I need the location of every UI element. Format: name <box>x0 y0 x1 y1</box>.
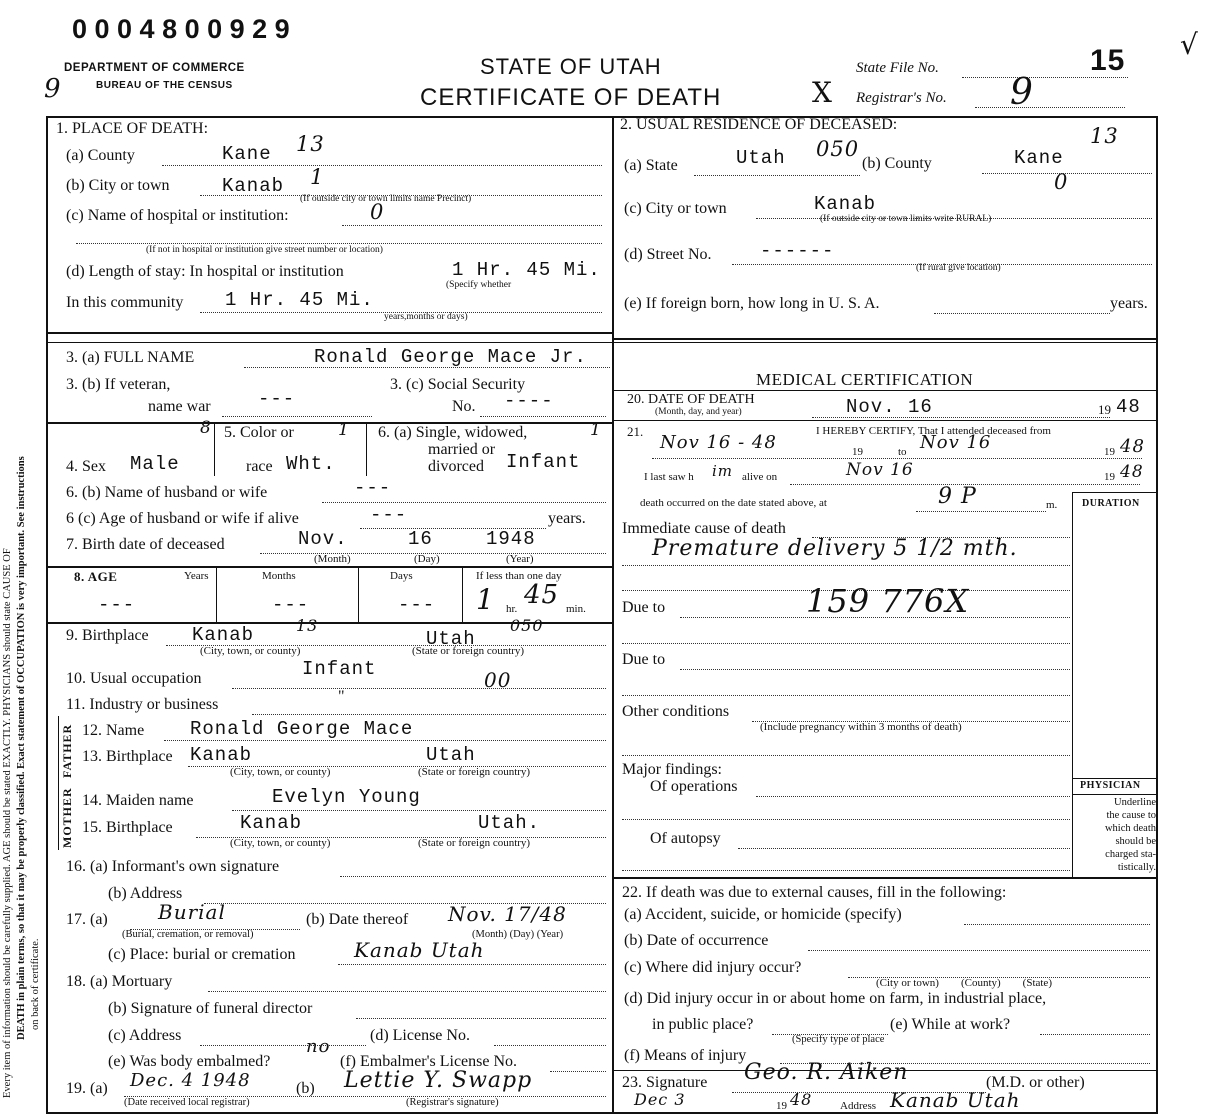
age-days-value: --- <box>398 594 436 616</box>
mortuary-label: 18. (a) Mortuary <box>66 973 173 990</box>
race-value: Wht. <box>286 453 336 475</box>
burial-date-value: Nov. 17/48 <box>448 902 567 926</box>
burial-value: Burial <box>158 900 226 924</box>
birthplace-state: Utah <box>426 628 476 650</box>
community-value: 1 Hr. 45 Mi. <box>225 289 374 311</box>
check-mark: √ <box>1180 28 1199 61</box>
mother-state-note: (State or foreign country) <box>418 837 531 849</box>
age-days-label: Days <box>390 570 413 582</box>
medical-heading: MEDICAL CERTIFICATION <box>756 370 974 389</box>
mother-city-note: (City, town, or county) <box>230 837 331 849</box>
external-heading: 22. If death was due to external causes, fill in the following: <box>622 884 1007 901</box>
external-d-note: (Specify type of place <box>792 1034 885 1045</box>
burial-date-label: (b) Date thereof <box>306 911 409 928</box>
mother-maiden-label: 14. Maiden name <box>82 792 194 809</box>
side-note-line3: on back of certificate. <box>30 938 41 1030</box>
external-f-label: (f) Means of injury <box>624 1047 747 1064</box>
age-min-label: min. <box>566 603 586 615</box>
race-label: race <box>246 458 273 475</box>
physician-note-line: should be <box>1115 836 1156 847</box>
father-name-label: 12. Name <box>82 722 145 739</box>
mother-maiden-value: Evelyn Young <box>272 786 421 808</box>
last-saw: I last saw h <box>644 471 694 483</box>
hospital-label: (c) Name of hospital or institution: <box>66 207 289 224</box>
age-months-label: Months <box>262 570 296 582</box>
father-side-label: FATHER <box>60 723 74 778</box>
state-heading: STATE OF UTAH <box>480 54 662 79</box>
color-label: 5. Color or <box>224 424 294 441</box>
birthdate-label: 7. Birth date of deceased <box>66 536 225 553</box>
department-label: DEPARTMENT OF COMMERCE <box>64 62 245 74</box>
signature-label: 23. Signature <box>622 1074 708 1091</box>
signature-date: Dec 3 <box>634 1090 686 1109</box>
external-d-label2: in public place? <box>652 1016 754 1033</box>
state-file-label: State File No. <box>856 60 939 76</box>
death-county-code: 13 <box>296 132 325 156</box>
embalmed-label: (e) Was body embalmed? <box>108 1053 271 1070</box>
other-note: (Include pregnancy within 3 months of death) <box>760 721 962 733</box>
operations-label: Of operations <box>650 778 738 795</box>
age-less-label: If less than one day <box>476 570 562 582</box>
director-label: (b) Signature of funeral director <box>108 1000 313 1017</box>
nineteen-1: 19 <box>852 446 863 458</box>
war-label: name war <box>148 398 211 415</box>
age-spouse-label: 6 (c) Age of husband or wife if alive <box>66 510 299 527</box>
death-city-value: Kanab <box>222 175 285 197</box>
age-months-value: --- <box>272 594 310 616</box>
mother-birth-city: Kanab <box>240 812 303 834</box>
birth-year-lbl: (Year) <box>506 553 534 565</box>
attended-from: Nov 16 - 48 <box>660 432 777 453</box>
to-label: to <box>898 446 907 458</box>
res-state-label: (a) State <box>624 157 678 174</box>
death-city-code: 1 <box>310 165 325 189</box>
birth-year: 1948 <box>486 528 536 550</box>
father-city-note: (City, town, or county) <box>230 766 331 778</box>
other-label: Other conditions <box>622 703 730 720</box>
occupation-value: Infant <box>302 658 377 680</box>
age-years-label: Years <box>184 570 209 582</box>
embalmed-value: no <box>306 1036 331 1057</box>
ss-no-label: No. <box>452 398 476 415</box>
death-occ-label: death occurred on the date stated above, at <box>640 497 827 509</box>
fd-address-label: (c) Address <box>108 1027 182 1044</box>
death-county-label: (a) County <box>66 147 135 164</box>
received-label: 19. (a) <box>66 1080 108 1097</box>
age-minutes-value: 45 <box>524 580 560 610</box>
side-note-line2: DEATH in plain terms, so that it may be properly classified. Exact statement of OCCUPATION is very important. See instructions <box>16 456 27 1040</box>
immediate-value: Premature delivery 5 1/2 mth. <box>652 536 1018 561</box>
death-county-value: Kane <box>222 143 272 165</box>
physician-note-line: Underline <box>1114 797 1156 808</box>
md-label: (M.D. or other) <box>986 1074 1085 1091</box>
mother-birth-label: 15. Birthplace <box>82 819 173 836</box>
res-county-code2: 0 <box>1054 170 1069 194</box>
husband-value: --- <box>354 477 392 499</box>
certificate-number: 0 0 0 4 8 0 0 9 2 9 <box>72 14 290 44</box>
physician-signature: Geo. R. Aiken <box>744 1060 909 1085</box>
marital-label1: 6. (a) Single, widowed, <box>378 424 528 441</box>
registrar-signature: Lettie Y. Swapp <box>344 1068 533 1093</box>
res-street-note: (If rural give location) <box>916 263 1001 273</box>
burial-label: 17. (a) <box>66 911 108 928</box>
res-state-value: Utah <box>736 147 786 169</box>
external-c-note: (City or town) (County) (State) <box>876 977 1052 989</box>
res-county-label: (b) County <box>862 155 932 172</box>
dod-year: 48 <box>1116 396 1141 418</box>
industry-value: " <box>338 688 345 705</box>
attended-to: Nov 16 <box>920 432 992 453</box>
registrar-note: (Registrar's signature) <box>406 1097 499 1108</box>
physician-heading: PHYSICIAN <box>1080 780 1141 791</box>
dod-year-prefix: 19 <box>1098 402 1111 417</box>
age-spouse-units: years. <box>548 510 586 527</box>
residence-heading: 2. USUAL RESIDENCE OF DECEASED: <box>620 116 898 133</box>
occupation-code: 00 <box>484 668 512 692</box>
birth-day: 16 <box>408 528 433 550</box>
alive-year: 48 <box>1120 462 1144 482</box>
burial-note: (Burial, cremation, or removal) <box>122 929 254 940</box>
birth-day-lbl: (Day) <box>414 553 440 565</box>
dod-sub: (Month, day, and year) <box>655 407 742 417</box>
certify-text: I HEREBY CERTIFY, That I attended deceased from <box>816 425 1051 437</box>
res-state-code: 050 <box>816 137 860 161</box>
place-of-death-heading: 1. PLACE OF DEATH: <box>56 120 209 137</box>
birthplace-label: 9. Birthplace <box>66 627 149 644</box>
husband-label: 6. (b) Name of husband or wife <box>66 484 268 501</box>
dod-value: Nov. 16 <box>846 396 933 418</box>
due-to-value: 159 776X <box>806 582 970 620</box>
age-years-value: --- <box>98 594 136 616</box>
sex-label: 4. Sex <box>66 458 106 475</box>
stay-value: 1 Hr. 45 Mi. <box>452 259 601 281</box>
external-a-label: (a) Accident, suicide, or homicide (specify) <box>624 906 902 923</box>
physician-note-line: the cause to <box>1106 810 1156 821</box>
to-year: 48 <box>1120 436 1145 457</box>
hospital-code: 0 <box>370 200 385 224</box>
ss-value: ---- <box>504 390 554 412</box>
received-note: (Date received local registrar) <box>124 1097 250 1108</box>
duration-label: DURATION <box>1082 498 1140 509</box>
res-street-value: ------ <box>760 240 835 262</box>
units-note: years,months or days) <box>384 312 468 322</box>
major-label: Major findings: <box>622 761 722 778</box>
mother-side-label: MOTHER <box>60 787 74 848</box>
registrar-no-label: Registrar's No. <box>856 90 947 106</box>
res-city-value: Kanab <box>814 193 877 215</box>
informant-label: 16. (a) Informant's own signature <box>66 858 280 875</box>
res-county-code: 13 <box>1090 124 1119 148</box>
nineteen-3: 19 <box>1104 471 1115 483</box>
death-city-label: (b) City or town <box>66 177 170 194</box>
res-foreign-units: years. <box>1110 295 1148 312</box>
license-label: (d) License No. <box>370 1027 470 1044</box>
marital-value: Infant <box>506 451 581 473</box>
physician-note <box>1076 796 1156 874</box>
m-label: m. <box>1046 499 1058 511</box>
marital-label2: married or <box>428 441 496 458</box>
death-city-note: (If outside city or town limits name Precinct) <box>300 194 472 204</box>
full-name-label: 3. (a) FULL NAME <box>66 349 195 366</box>
burial-place-value: Kanab Utah <box>354 938 485 962</box>
external-c-label: (c) Where did injury occur? <box>624 959 802 976</box>
physician-note-line: charged sta- <box>1105 849 1156 860</box>
birthplace-state-code: 050 <box>510 616 544 635</box>
full-name-value: Ronald George Mace Jr. <box>314 346 587 368</box>
ss-label: 3. (c) Social Security <box>390 376 526 393</box>
registrar-no-value: 9 <box>1010 72 1034 113</box>
father-birth-label: 13. Birthplace <box>82 748 173 765</box>
bureau-label: BUREAU OF THE CENSUS <box>96 80 233 91</box>
birthplace-city-note: (City, town, or county) <box>200 645 301 657</box>
embalmer-label: (f) Embalmer's License No. <box>340 1053 518 1070</box>
immediate-label: Immediate cause of death <box>622 520 786 537</box>
hospital-note: (If not in hospital or institution give street number or location) <box>146 245 383 255</box>
signature-year-prefix: 19 <box>776 1100 787 1112</box>
res-county-value: Kane <box>1014 147 1064 169</box>
occupation-label: 10. Usual occupation <box>66 670 202 687</box>
nineteen-2: 19 <box>1104 446 1115 458</box>
stay-label: (d) Length of stay: In hospital or institution <box>66 263 344 280</box>
due-to2-label: Due to <box>622 651 666 668</box>
specify-whether: (Specify whether <box>446 280 512 290</box>
marital-code: 1 <box>590 420 602 440</box>
industry-label: 11. Industry or business <box>66 696 219 713</box>
x-mark: X <box>812 76 833 109</box>
res-city-label: (c) City or town <box>624 200 727 217</box>
last-saw-hand: im <box>712 462 734 480</box>
birthplace-code: 13 <box>296 616 319 635</box>
mother-birth-state: Utah. <box>478 812 541 834</box>
veteran-label: 3. (b) If veteran, <box>66 376 171 393</box>
received-value: Dec. 4 1948 <box>130 1070 251 1091</box>
age-hours-value: 1 <box>476 583 495 616</box>
state-file-value: 15 <box>1090 44 1126 77</box>
death-time: 9 P <box>938 484 977 509</box>
burial-date-note: (Month) (Day) (Year) <box>472 929 564 940</box>
due-to-label: Due to <box>622 599 666 616</box>
res-street-label: (d) Street No. <box>624 246 712 263</box>
physician-note-line: which death <box>1104 823 1156 834</box>
external-e-label: (e) While at work? <box>890 1016 1011 1033</box>
informant-address-label: (b) Address <box>108 885 183 902</box>
autopsy-label: Of autopsy <box>650 830 721 847</box>
physician-note-line: tistically. <box>1117 862 1156 873</box>
sig-address-label: Address <box>840 1100 877 1112</box>
father-birth-state: Utah <box>426 744 476 766</box>
birthplace-city: Kanab <box>192 624 255 646</box>
sig-address-value: Kanab Utah <box>890 1088 1021 1112</box>
dod-label: 20. DATE OF DEATH <box>627 392 755 407</box>
certificate-title: CERTIFICATE OF DEATH <box>420 84 722 111</box>
res-foreign-label: (e) If foreign born, how long in U. S. A. <box>624 295 880 312</box>
race-code: 1 <box>338 420 350 440</box>
registrar-sig-label: (b) <box>296 1080 315 1097</box>
age-spouse-value: --- <box>370 504 408 526</box>
res-city-note: (If outside city or town limits write RURAL) <box>820 214 992 224</box>
age-label: 8. AGE <box>74 569 118 584</box>
signature-year: 48 <box>790 1090 813 1109</box>
age-hr-label: hr. <box>506 603 518 615</box>
external-b-label: (b) Date of occurrence <box>624 932 769 949</box>
sex-value: Male <box>130 453 180 475</box>
corner-mark: 9 <box>44 74 62 104</box>
alive-on: alive on <box>742 471 778 483</box>
certify-num: 21. <box>627 424 644 439</box>
birthplace-state-note: (State or foreign country) <box>412 645 525 657</box>
father-state-note: (State or foreign country) <box>418 766 531 778</box>
alive-value: Nov 16 <box>846 460 914 480</box>
burial-place-label: (c) Place: burial or cremation <box>108 946 296 963</box>
father-birth-city: Kanab <box>190 744 253 766</box>
external-d-label: (d) Did injury occur in or about home on farm, in industrial place, <box>624 990 1047 1007</box>
community-label: In this community <box>66 294 184 311</box>
marital-label3: divorced <box>428 458 484 475</box>
side-note-line1: Every item of information should be carefully supplied. AGE should be stated EXACTLY. PHYSICIANS should state CAUSE OF <box>2 548 13 1098</box>
birth-month: Nov. <box>298 528 348 550</box>
war-value: --- <box>258 388 296 410</box>
birth-month-lbl: (Month) <box>314 553 351 565</box>
father-name-value: Ronald George Mace <box>190 718 414 740</box>
sex-code: 8 <box>200 418 212 438</box>
